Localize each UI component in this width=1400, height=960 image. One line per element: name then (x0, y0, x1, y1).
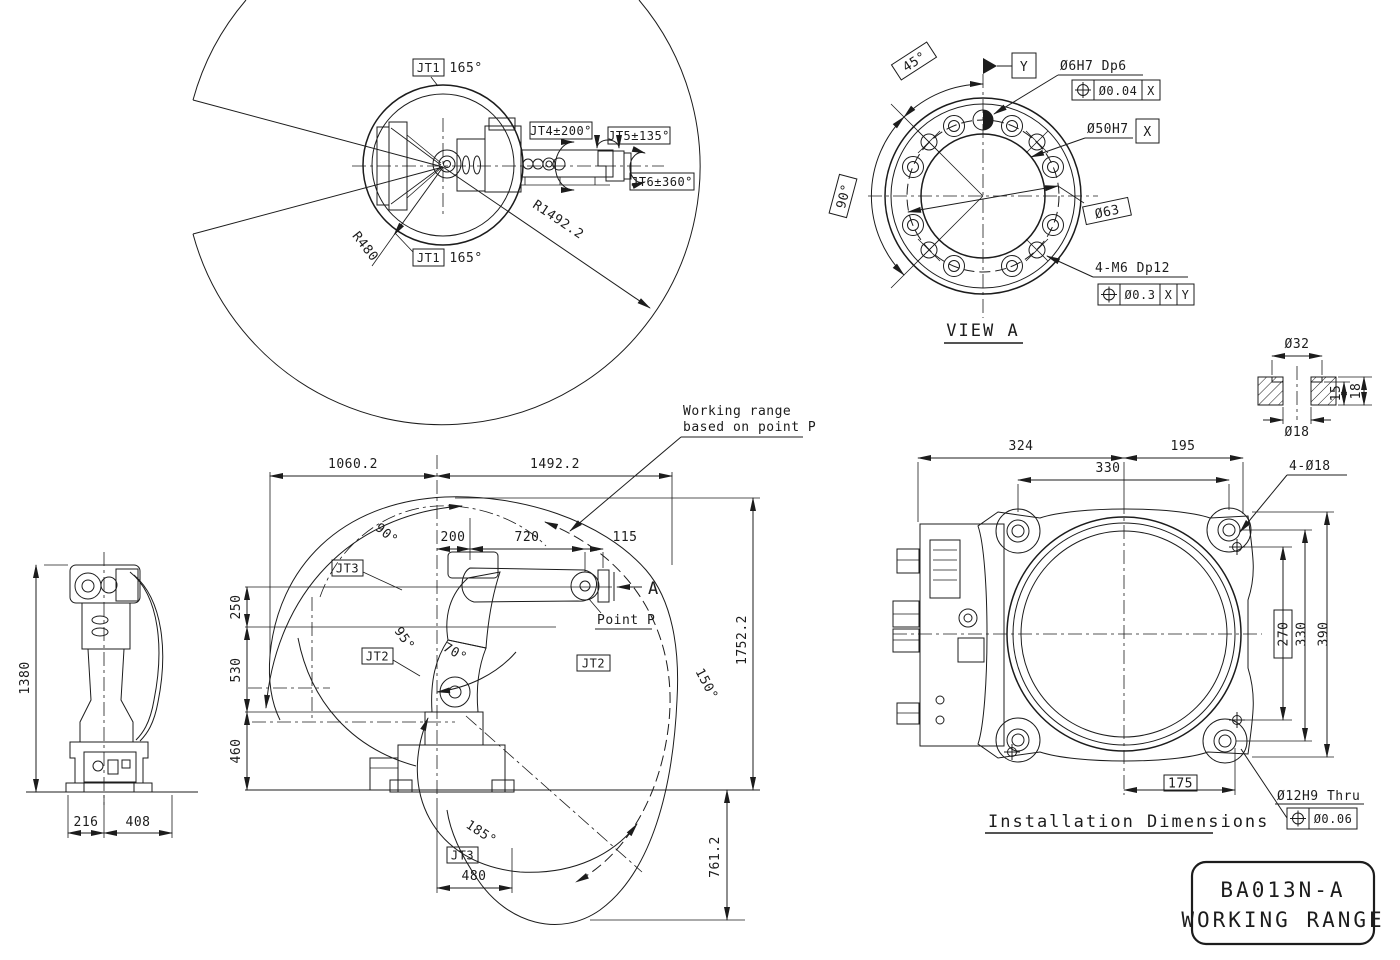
view-a (829, 42, 1194, 343)
radial-135 (891, 104, 983, 196)
bolt-circle-callout (908, 186, 1131, 225)
radial-225 (891, 196, 983, 288)
r1492-leader (443, 167, 650, 308)
jt3-top-label (332, 560, 402, 590)
jt1-top-label (413, 59, 483, 76)
position-tolerance-icon (1075, 82, 1091, 98)
jt1-bottom-leader (395, 233, 413, 252)
jt1-top-value: 165° (449, 61, 483, 76)
working-range-view (229, 404, 816, 924)
dim-390-text: 390 (1316, 621, 1332, 647)
section-a-text: A (648, 579, 661, 599)
dim-761-text: 761.2 (708, 836, 723, 878)
counterbore-detail (1258, 337, 1372, 440)
jt2-left-text: JT2 (365, 649, 390, 664)
robot-side-body (370, 552, 609, 792)
corner-holes-callout (1240, 459, 1347, 532)
rear-robot-body (66, 565, 163, 792)
angle-185-text: 185° (462, 817, 499, 849)
jt2-right-label (577, 655, 610, 671)
title-block (1181, 862, 1384, 944)
dim-1492-text: 1492.2 (530, 457, 580, 472)
dim-195-text: 195 (1170, 439, 1196, 454)
jt1-bottom-value: 165° (449, 251, 483, 266)
dim-32-text: Ø32 (1284, 337, 1310, 352)
angle-70-text: 70° (440, 640, 470, 666)
position-tolerance-icon (1101, 287, 1117, 303)
jt1-sector-arc-main (193, 0, 700, 425)
rear-view (18, 552, 198, 838)
position-tolerance-icon (1290, 811, 1306, 827)
bore-label: Ø50H7 (1087, 122, 1129, 137)
installation-view (893, 439, 1364, 833)
tapped-holes-tolerance: Ø0.3 (1124, 288, 1156, 302)
jt3-bottom-label (447, 847, 478, 863)
dim-330t-text: 330 (1095, 461, 1121, 476)
dim-216-text: 216 (73, 815, 99, 830)
hatch-left (1258, 377, 1283, 405)
dim-530-text: 530 (229, 657, 244, 683)
dowel-tolerance: Ø0.06 (1313, 812, 1353, 826)
dim-45-label (891, 42, 936, 80)
dowel-pin-top (1229, 539, 1245, 555)
view-a-title: VIEW A (946, 321, 1020, 341)
section-a-marker (614, 572, 660, 601)
tapped-holes-callout (1047, 256, 1194, 305)
point-p-callout (589, 599, 655, 629)
jt4-label (530, 122, 592, 139)
jt5-label (608, 127, 670, 144)
dowel-pin-bottom (1229, 712, 1245, 728)
angle-150-text: 150° (691, 666, 721, 703)
min-envelope-circle-outer (363, 85, 523, 245)
r480-text: R480 (348, 229, 381, 265)
dowel-fcf (1287, 808, 1357, 829)
jt1-sector-radial-lower (193, 167, 443, 234)
title-block-model: BA013N-A (1220, 878, 1346, 902)
jt2-right-text: JT2 (581, 656, 606, 671)
dim-1752-text: 1752.2 (735, 615, 750, 665)
angle-90-text: 90° (371, 520, 401, 549)
jt2-trace-arc (320, 506, 546, 597)
bore-datum: X (1143, 125, 1152, 140)
robot-top-body (377, 118, 631, 210)
dim-200-text: 200 (440, 530, 466, 545)
dim-720-text: 720 (514, 530, 540, 545)
tapped-holes-label: 4-M6 Dp12 (1095, 261, 1170, 276)
dim-1380-text: 1380 (18, 661, 33, 695)
jt1-bottom-tag: JT1 (416, 251, 441, 265)
jt2-left-label (362, 648, 420, 676)
dim-45-text: 45° (900, 49, 930, 76)
dim-408-text: 408 (125, 815, 151, 830)
installation-title: Installation Dimensions (988, 812, 1270, 832)
dim-324-text: 324 (1008, 439, 1034, 454)
dim-18-text: 18 (1349, 382, 1364, 400)
pilot-hole-datum: X (1147, 84, 1155, 98)
r1492-text: R1492.2 (529, 197, 587, 243)
bolt-circle-text: Ø63 (1093, 202, 1122, 223)
working-range-note (570, 404, 816, 531)
jt3-bottom-text: JT3 (450, 848, 475, 863)
jt3-top-text: JT3 (335, 561, 360, 576)
dim-90-arc (266, 506, 462, 708)
tapped-holes-fcf (1098, 284, 1194, 305)
point-p-text: Point P (597, 613, 656, 628)
envelope-left-close-arc (269, 655, 280, 720)
dim-45-arc (904, 84, 983, 117)
dim-18dia-text: Ø18 (1284, 425, 1310, 440)
datum-y-flag (983, 53, 1036, 78)
dim-250-text: 250 (229, 594, 244, 620)
pilot-hole-fcf (1072, 80, 1160, 100)
jt1-bottom-label (413, 249, 483, 266)
jt6-text: JT6±360° (631, 175, 693, 189)
dim-175-label (1164, 775, 1197, 792)
dowel-label: Ø12H9 Thru (1277, 789, 1361, 804)
corner-holes-text: 4-Ø18 (1289, 459, 1331, 474)
dim-1060-text: 1060.2 (328, 457, 378, 472)
dim-90-label (829, 174, 857, 217)
tapped-holes-datum1: X (1164, 288, 1173, 302)
pilot-hole-top (973, 110, 993, 130)
dim-460-text: 460 (229, 738, 244, 764)
jt6-label (630, 173, 694, 190)
jt1-sector-radial-upper (193, 100, 443, 167)
dim-175-text: 175 (1168, 776, 1193, 792)
datum-y-text: Y (1019, 60, 1029, 75)
dim-90-text: 90° (833, 182, 855, 211)
top-view (193, 0, 700, 425)
install-base-plate (978, 508, 1253, 763)
jt1-top-tag: JT1 (416, 61, 441, 75)
note-line1: Working range (683, 404, 792, 419)
title-block-name: WORKING RANGE (1181, 908, 1385, 932)
note-line2: based on point P (683, 420, 817, 435)
range-radial-line (466, 716, 642, 872)
dim-480-text: 480 (461, 869, 487, 884)
dim-330r-text: 330 (1294, 621, 1310, 647)
tapped-holes-datum2: Y (1181, 288, 1190, 302)
jt5-text: JT5±135° (608, 129, 670, 143)
pilot-hole-tolerance: Ø0.04 (1098, 84, 1138, 98)
jt4-text: JT4±200° (530, 124, 592, 138)
jt1-top-leader (431, 77, 438, 86)
dim-115-text: 115 (612, 530, 638, 545)
min-envelope-circle-inner (372, 94, 514, 236)
dim-270-text: 270 (1276, 621, 1292, 647)
jt1-sector-arc-upper (193, 0, 246, 100)
pilot-hole-label: Ø6H7 Dp6 (1060, 59, 1127, 74)
r480-leader (394, 167, 443, 235)
angle-95-text: 95° (390, 624, 418, 654)
dim-15-text: 15 (1329, 384, 1344, 402)
